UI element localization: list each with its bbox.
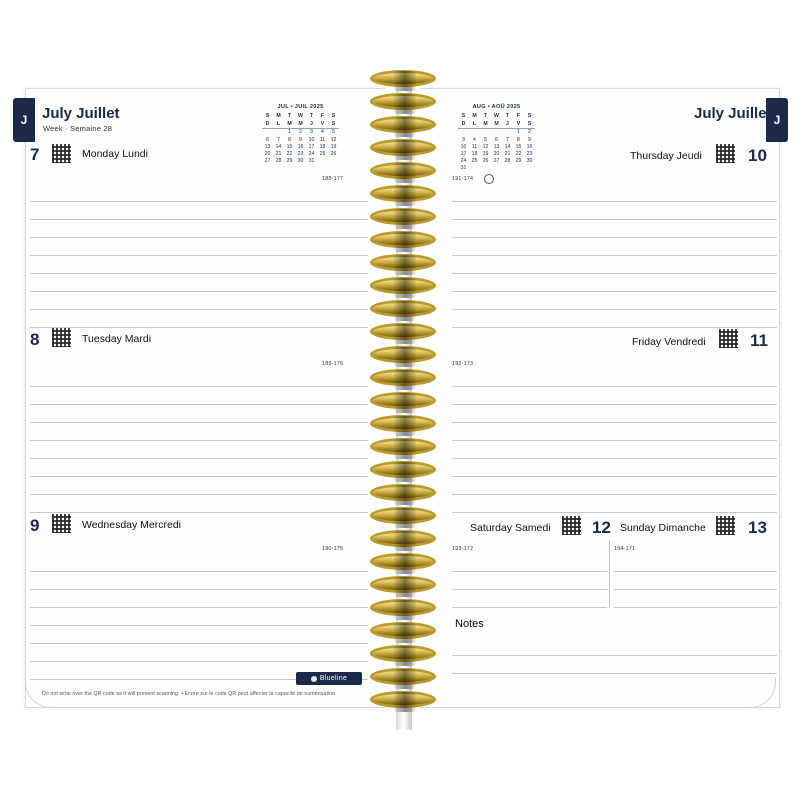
- mc-day: 3: [310, 129, 313, 136]
- spiral-shadow: [394, 554, 416, 574]
- mc-day: 11: [471, 143, 478, 150]
- qr-code-icon[interactable]: [719, 329, 738, 348]
- spiral-shadow: [394, 347, 416, 367]
- line[interactable]: [452, 590, 607, 608]
- mc-day: 5: [332, 129, 335, 136]
- mc-day: 10: [460, 143, 467, 150]
- day-code-sunday: 194-171: [614, 546, 636, 552]
- mc-day: [273, 129, 284, 137]
- spiral-coil: [370, 162, 436, 184]
- mc-day: 28: [275, 158, 282, 165]
- mc-hdr: M: [491, 121, 502, 129]
- mc-hdr: T: [309, 112, 314, 119]
- spiral-shadow: [394, 646, 416, 666]
- day-number-friday: 11: [750, 331, 768, 350]
- mc-day: 20: [493, 151, 500, 158]
- writing-lines-wednesday[interactable]: [30, 554, 368, 680]
- mini-calendar-august: [458, 105, 535, 173]
- weekend-divider: [609, 540, 610, 608]
- spiral-shadow: [394, 508, 416, 528]
- mc-day: 9: [299, 136, 302, 143]
- mc-day: [328, 158, 339, 165]
- spiral-coil: [370, 553, 436, 575]
- mc-day: 5: [484, 136, 487, 143]
- spiral-coil: [370, 461, 436, 483]
- spiral-coil: [370, 599, 436, 621]
- day-code-saturday: 193-172: [452, 546, 474, 552]
- mc-day: 4: [473, 136, 476, 143]
- mc-day: 25: [471, 158, 478, 165]
- line[interactable]: [30, 405, 368, 423]
- spiral-shadow: [394, 692, 416, 712]
- mc-day: 21: [504, 151, 511, 158]
- notes-label: Notes: [455, 618, 484, 630]
- brand-label: Blueline: [319, 675, 348, 682]
- qr-code-icon[interactable]: [52, 514, 71, 533]
- mc-day: 24: [308, 151, 315, 158]
- line[interactable]: [30, 572, 368, 590]
- mc-day: 22: [286, 151, 293, 158]
- line[interactable]: [452, 656, 777, 674]
- mc-day: 16: [526, 143, 533, 150]
- mc-day: 6: [495, 136, 498, 143]
- mc-day: 27: [493, 158, 500, 165]
- spiral-shadow: [394, 163, 416, 183]
- mc-day: 31: [308, 158, 315, 165]
- spiral-coil: [370, 208, 436, 230]
- day-name-tuesday: Tuesday Mardi: [82, 333, 152, 345]
- spiral-shadow: [394, 94, 416, 114]
- day-number-wednesday: 9: [30, 516, 40, 535]
- mc-day: 2: [299, 129, 302, 136]
- brand-logo: [296, 672, 362, 685]
- line[interactable]: [452, 369, 777, 387]
- mc-day: 30: [297, 158, 304, 165]
- mc-day: 22: [515, 151, 522, 158]
- month-tab-left-label: J: [20, 113, 28, 127]
- line[interactable]: [614, 554, 777, 572]
- mc-day: 15: [515, 143, 522, 150]
- line[interactable]: [30, 477, 368, 495]
- day-number-thursday: 10: [748, 146, 767, 165]
- line[interactable]: [30, 274, 368, 292]
- mc-day: 26: [482, 158, 489, 165]
- line[interactable]: [452, 274, 777, 292]
- mc-hdr: V: [317, 121, 328, 129]
- spiral-shadow: [394, 117, 416, 137]
- spiral-shadow: [394, 255, 416, 275]
- mc-hdr: J: [306, 121, 317, 129]
- mc-day: [469, 129, 480, 137]
- mc-day: 12: [330, 136, 337, 143]
- mc-hdr: S: [461, 112, 466, 119]
- mc-day: 19: [330, 143, 337, 150]
- writing-lines-notes[interactable]: [452, 638, 777, 674]
- spiral-coil: [370, 438, 436, 460]
- mc-hdr: F: [320, 112, 325, 119]
- mc-day: 29: [515, 158, 522, 165]
- day-name-thursday: Thursday Jeudi: [630, 150, 702, 162]
- mini-calendar-august-grid: [458, 113, 535, 173]
- mc-day: [513, 165, 524, 172]
- footer-disclaimer: Do not write over the QR code as it will prevent scanning. • Écrire sur le code QR peut affecter la capacité de numérisation.: [42, 691, 337, 697]
- mc-day: 29: [286, 158, 293, 165]
- mc-day: 28: [504, 158, 511, 165]
- mc-hdr: M: [295, 121, 306, 129]
- mc-day: 7: [506, 136, 509, 143]
- line[interactable]: [614, 572, 777, 590]
- spiral-coil: [370, 231, 436, 253]
- line[interactable]: [452, 238, 777, 256]
- spiral-binding: [366, 70, 440, 730]
- spiral-coil: [370, 668, 436, 690]
- line[interactable]: [614, 590, 777, 608]
- spiral-shadow: [394, 278, 416, 298]
- line[interactable]: [30, 590, 368, 608]
- mc-day: 7: [277, 136, 280, 143]
- spiral-coil: [370, 300, 436, 322]
- writing-lines-tuesday[interactable]: [30, 369, 368, 513]
- mc-day: 13: [493, 143, 500, 150]
- line[interactable]: [30, 310, 368, 328]
- mc-hdr: W: [494, 112, 499, 119]
- line[interactable]: [30, 369, 368, 387]
- day-name-friday: Friday Vendredi: [632, 336, 706, 348]
- line[interactable]: [30, 238, 368, 256]
- spiral-shadow: [394, 485, 416, 505]
- mini-calendar-august-title: AUG • AOÛ 2025: [472, 104, 521, 110]
- line[interactable]: [452, 423, 777, 441]
- day-number-sunday: 13: [748, 518, 767, 537]
- mc-day: 18: [319, 143, 326, 150]
- mc-hdr: T: [287, 112, 292, 119]
- day-name-monday: Monday Lundi: [82, 148, 148, 160]
- mc-day: [469, 165, 480, 172]
- writing-lines-sunday[interactable]: [614, 554, 777, 608]
- line[interactable]: [452, 202, 777, 220]
- spiral-shadow: [394, 393, 416, 413]
- writing-lines-monday[interactable]: [30, 184, 368, 328]
- line[interactable]: [30, 459, 368, 477]
- mini-calendar-july: [262, 105, 339, 165]
- spiral-shadow: [394, 531, 416, 551]
- spiral-coil: [370, 415, 436, 437]
- line[interactable]: [30, 256, 368, 274]
- mc-hdr: M: [276, 112, 281, 119]
- mc-day: 8: [288, 136, 291, 143]
- mc-hdr: T: [483, 112, 488, 119]
- mc-day: 16: [297, 143, 304, 150]
- mc-day: 15: [286, 143, 293, 150]
- spiral-shadow: [394, 439, 416, 459]
- writing-lines-friday[interactable]: [452, 369, 777, 513]
- spiral-coil: [370, 645, 436, 667]
- mc-day: 27: [264, 158, 271, 165]
- mc-hdr: S: [331, 112, 336, 119]
- line[interactable]: [30, 202, 368, 220]
- day-code-monday: 188-177: [322, 176, 344, 182]
- mc-hdr: S: [524, 121, 535, 129]
- day-code-friday: 192-173: [452, 361, 474, 367]
- mc-day: [262, 129, 273, 137]
- qr-code-icon[interactable]: [716, 516, 735, 535]
- spiral-coil: [370, 507, 436, 529]
- mc-day: [502, 129, 513, 137]
- spiral-coil: [370, 70, 436, 92]
- month-tab-right-label: J: [773, 113, 781, 127]
- spiral-coil: [370, 691, 436, 713]
- writing-lines-saturday[interactable]: [452, 554, 607, 608]
- mc-day: 24: [460, 158, 467, 165]
- spiral-shadow: [394, 462, 416, 482]
- line[interactable]: [30, 554, 368, 572]
- spiral-coil: [370, 622, 436, 644]
- mc-day: 4: [321, 129, 324, 136]
- spiral-shadow: [394, 140, 416, 160]
- spiral-shadow: [394, 623, 416, 643]
- mc-hdr: V: [513, 121, 524, 129]
- spiral-coil: [370, 392, 436, 414]
- line[interactable]: [30, 441, 368, 459]
- spiral-coil: [370, 254, 436, 276]
- spiral-coil: [370, 116, 436, 138]
- mc-hdr: M: [472, 112, 477, 119]
- mc-day: 18: [471, 151, 478, 158]
- day-name-sunday: Sunday Dimanche: [620, 522, 706, 534]
- qr-code-icon[interactable]: [52, 144, 71, 163]
- line[interactable]: [452, 477, 777, 495]
- mc-day: 17: [460, 151, 467, 158]
- mc-day: 1: [288, 129, 291, 136]
- mc-hdr: M: [480, 121, 491, 129]
- spiral-shadow: [394, 416, 416, 436]
- mc-day: 8: [517, 136, 520, 143]
- mc-day: [491, 165, 502, 172]
- brand-dot-icon: [311, 676, 317, 682]
- day-code-thursday: 191-174: [452, 176, 474, 182]
- mc-hdr: W: [298, 112, 303, 119]
- mc-day: [317, 158, 328, 165]
- mc-hdr: T: [505, 112, 510, 119]
- right-page-title: July Juillet: [694, 105, 772, 122]
- mc-day: 25: [319, 151, 326, 158]
- spiral-shadow: [394, 186, 416, 206]
- line[interactable]: [30, 220, 368, 238]
- spiral-coil: [370, 346, 436, 368]
- mc-hdr: D: [262, 121, 273, 129]
- day-number-saturday: 12: [592, 518, 611, 537]
- line[interactable]: [30, 644, 368, 662]
- spiral-shadow: [394, 600, 416, 620]
- line[interactable]: [30, 423, 368, 441]
- line[interactable]: [452, 387, 777, 405]
- qr-code-icon[interactable]: [716, 144, 735, 163]
- mc-day: 19: [482, 151, 489, 158]
- line[interactable]: [452, 292, 777, 310]
- line[interactable]: [30, 292, 368, 310]
- left-week-label: Week · Semaine 28: [43, 124, 113, 133]
- day-code-wednesday: 190-175: [322, 546, 344, 552]
- day-number-monday: 7: [30, 145, 40, 164]
- mc-day: 10: [308, 136, 315, 143]
- mc-day: 11: [319, 136, 326, 143]
- mc-day: 9: [528, 136, 531, 143]
- mc-day: 3: [462, 136, 465, 143]
- mc-hdr: S: [527, 112, 532, 119]
- day-number-tuesday: 8: [30, 330, 40, 349]
- line[interactable]: [30, 184, 368, 202]
- spiral-coil: [370, 93, 436, 115]
- line[interactable]: [30, 387, 368, 405]
- mc-day: 6: [266, 136, 269, 143]
- writing-lines-thursday[interactable]: [452, 184, 777, 328]
- mc-day: 23: [297, 151, 304, 158]
- line[interactable]: [452, 256, 777, 274]
- qr-code-icon[interactable]: [52, 328, 71, 347]
- spiral-shadow: [394, 209, 416, 229]
- mc-day: [480, 129, 491, 137]
- line[interactable]: [452, 441, 777, 459]
- mc-day: 26: [330, 151, 337, 158]
- mc-hdr: L: [469, 121, 480, 129]
- mc-day: 20: [264, 151, 271, 158]
- mc-day: 13: [264, 143, 271, 150]
- moon-phase-icon: [484, 174, 494, 184]
- month-tab-left[interactable]: [13, 98, 35, 142]
- spiral-shadow: [394, 370, 416, 390]
- line[interactable]: [452, 184, 777, 202]
- spiral-coil: [370, 530, 436, 552]
- line[interactable]: [452, 310, 777, 328]
- mc-day: [458, 129, 469, 137]
- mc-day: 1: [517, 129, 520, 136]
- spiral-shadow: [394, 577, 416, 597]
- spiral-coil: [370, 323, 436, 345]
- mc-day: 14: [275, 143, 282, 150]
- mc-day: [502, 165, 513, 172]
- spiral-coil: [370, 369, 436, 391]
- mc-day: 23: [526, 151, 533, 158]
- spiral-coil: [370, 576, 436, 598]
- line[interactable]: [30, 626, 368, 644]
- spiral-coil: [370, 185, 436, 207]
- spiral-shadow: [394, 669, 416, 689]
- line[interactable]: [452, 459, 777, 477]
- line[interactable]: [452, 495, 777, 513]
- spiral-shadow: [394, 301, 416, 321]
- line[interactable]: [30, 495, 368, 513]
- mc-day: 14: [504, 143, 511, 150]
- line[interactable]: [452, 638, 777, 656]
- spiral-coil: [370, 139, 436, 161]
- mc-hdr: D: [458, 121, 469, 129]
- mc-day: 31: [460, 165, 467, 172]
- mc-day: 30: [526, 158, 533, 165]
- mc-day: 21: [275, 151, 282, 158]
- spiral-shadow: [394, 232, 416, 252]
- mc-day: 17: [308, 143, 315, 150]
- mc-day: [524, 165, 535, 172]
- line[interactable]: [452, 572, 607, 590]
- line[interactable]: [452, 554, 607, 572]
- left-page-title: July Juillet: [42, 105, 120, 122]
- mc-day: 12: [482, 143, 489, 150]
- mc-hdr: L: [273, 121, 284, 129]
- spiral-shadow: [394, 324, 416, 344]
- mc-hdr: S: [265, 112, 270, 119]
- mc-hdr: J: [502, 121, 513, 129]
- mc-hdr: F: [516, 112, 521, 119]
- day-code-tuesday: 189-176: [322, 361, 344, 367]
- spiral-coil: [370, 484, 436, 506]
- mc-day: 2: [528, 129, 531, 136]
- line[interactable]: [452, 405, 777, 423]
- spiral-coil: [370, 277, 436, 299]
- mini-calendar-july-title: JUL • JUIL 2025: [277, 104, 324, 110]
- mc-day: [491, 129, 502, 137]
- day-name-wednesday: Wednesday Mercredi: [82, 519, 182, 531]
- line[interactable]: [452, 220, 777, 238]
- line[interactable]: [30, 608, 368, 626]
- mini-calendar-july-grid: [262, 113, 339, 166]
- mc-day: [480, 165, 491, 172]
- mc-hdr: M: [284, 121, 295, 129]
- qr-code-icon[interactable]: [562, 516, 581, 535]
- mc-hdr: S: [328, 121, 339, 129]
- day-name-saturday: Saturday Samedi: [470, 522, 551, 534]
- spiral-shadow: [394, 71, 416, 91]
